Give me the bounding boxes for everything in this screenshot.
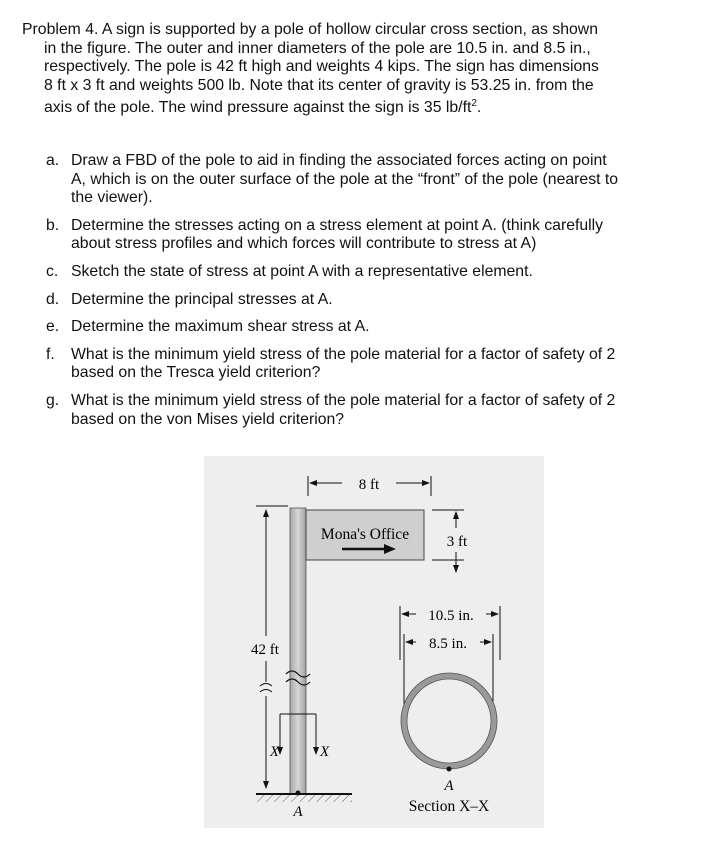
question-letter: g.: [46, 391, 60, 409]
question-letter: c.: [46, 262, 59, 280]
problem-line: respectively. The pole is 42 ft high and weights 4 kips. The sign has dimensions: [44, 58, 599, 76]
inner-diameter-label: 8.5 in.: [429, 636, 467, 652]
height-label: 3 ft: [446, 534, 468, 550]
point-a-label: A: [293, 804, 303, 820]
question-item: [46, 152, 686, 208]
problem-line-last: [22, 95, 694, 118]
question-line: Determine the principal stresses at A.: [71, 290, 333, 308]
question-line: Determine the stresses acting on a stress element at point A. (think carefully: [71, 216, 604, 234]
sign-text: Mona's Office: [320, 526, 410, 543]
section-x-right: X: [320, 744, 330, 760]
question-line: about stress profiles and which forces will contribute to stress at A): [71, 235, 537, 253]
question-letter: b.: [46, 216, 60, 234]
point-a-dot: [296, 791, 301, 796]
section-point-a-dot: [447, 767, 452, 772]
question-line: A, which is on the outer surface of the pole at the “front” of the pole (nearest to: [71, 170, 619, 188]
question-line: Sketch the state of stress at point A with a representative element.: [71, 262, 533, 280]
problem-line: Problem 4. A sign is supported by a pole of hollow circular cross section, as shown: [22, 21, 598, 38]
question-item: [46, 318, 686, 337]
question-line: What is the minimum yield stress of the pole material for a factor of safety of 2: [71, 391, 616, 409]
question-line: Determine the maximum shear stress at A.: [71, 318, 370, 336]
problem-line: in the figure. The outer and inner diameters of the pole are 10.5 in. and 8.5 in.,: [44, 39, 591, 57]
question-item: [46, 263, 686, 282]
question-line: based on the Tresca yield criterion?: [71, 364, 321, 382]
pole: [290, 508, 306, 794]
width-dimension: [308, 476, 431, 496]
section-x-left: X: [269, 744, 279, 760]
problem-line-text: axis of the pole. The wind pressure against the sign is 35 lb/ft: [44, 99, 472, 117]
sign-pole-figure: [204, 456, 544, 828]
question-letter: a.: [46, 152, 60, 169]
question-letter: f.: [46, 345, 55, 363]
ground-hatch: [256, 794, 352, 802]
height-dimension: [432, 510, 468, 572]
question-line: based on the von Mises yield criterion?: [71, 410, 345, 428]
question-item: [46, 392, 686, 429]
outer-diameter-label: 10.5 in.: [428, 608, 474, 624]
question-item: [46, 291, 686, 310]
problem-line: 8 ft x 3 ft and weights 500 lb. Note that its center of gravity is 53.25 in. from the: [44, 76, 594, 94]
question-letter: d.: [46, 290, 60, 308]
width-label: 8 ft: [358, 477, 380, 493]
problem-statement: [22, 21, 694, 118]
section-title: Section X–X: [408, 798, 490, 815]
inner-wall: [407, 679, 491, 763]
question-item: [46, 217, 686, 254]
figure-svg: [204, 456, 544, 828]
pole-cross-section: [404, 676, 494, 766]
question-letter: e.: [46, 318, 60, 336]
pole-height-label: 42 ft: [251, 642, 279, 658]
question-line: the viewer).: [71, 189, 153, 207]
question-line: Draw a FBD of the pole to aid in finding the associated forces acting on point: [71, 152, 607, 169]
problem-period: .: [476, 99, 482, 117]
question-item: [46, 346, 686, 383]
units-superscript: 2: [471, 98, 477, 110]
question-line: What is the minimum yield stress of the pole material for a factor of safety of 2: [71, 345, 616, 363]
section-point-a-label: A: [444, 778, 454, 794]
question-list: [46, 152, 686, 438]
